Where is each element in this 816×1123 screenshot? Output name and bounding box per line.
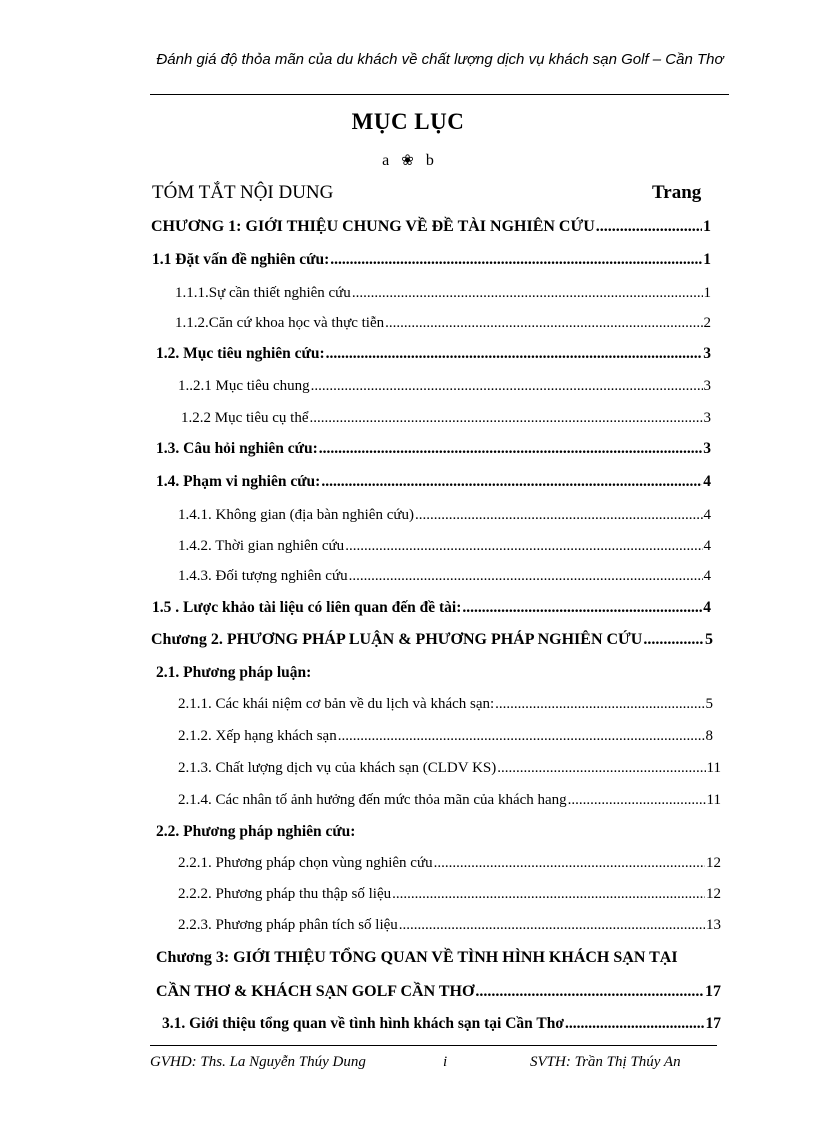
toc-entry-page: 4 [703, 568, 711, 584]
toc-entry-1-1-2[interactable] [175, 311, 711, 335]
toc-entry-page: 3 [703, 410, 711, 426]
toc-entry-label: 1.4.3. Đối tượng nghiên cứu [178, 568, 348, 584]
toc-entry-1-3[interactable] [156, 437, 711, 461]
header-divider [150, 94, 729, 95]
toc-leader [495, 692, 704, 716]
toc-entry-chapter-3[interactable]: Chương 3: GIỚI THIỆU TỔNG QUAN VỀ TÌNH HÌNH KHÁCH SẠN TẠI [156, 949, 678, 966]
toc-entry-2-1[interactable]: 2.1. Phương pháp luận: [156, 664, 312, 681]
toc-entry-1-4[interactable] [156, 470, 711, 494]
toc-entry-3-1[interactable] [162, 1012, 721, 1036]
toc-entry-1-2-1[interactable] [178, 374, 711, 398]
ornament-left-letter: a [382, 152, 390, 169]
toc-leader [319, 437, 702, 461]
toc-leader [338, 724, 705, 748]
toc-entry-label: 1.4.1. Không gian (địa bàn nghiên cứu) [178, 507, 414, 523]
toc-leader [385, 311, 702, 335]
toc-leader [349, 564, 703, 588]
toc-entry-1-1-1[interactable] [175, 281, 711, 305]
ornament-right-letter: b [425, 152, 434, 169]
toc-entry-page: 1 [703, 218, 711, 235]
toc-entry-page: 17 [705, 983, 721, 1000]
toc-entry-1-1[interactable] [152, 248, 711, 272]
toc-entry-2-2-2[interactable] [178, 882, 721, 906]
toc-entry-label: 1.1.1.Sự cần thiết nghiên cứu [175, 285, 351, 301]
toc-entry-page: 3 [703, 345, 711, 362]
toc-entry-page: 3 [703, 378, 711, 394]
toc-entry-label: 1.2. Mục tiêu nghiên cứu: [156, 345, 325, 362]
toc-leader [321, 470, 702, 494]
toc-leader [462, 596, 702, 620]
toc-entry-page: 11 [706, 792, 721, 808]
toc-entry-1-4-3[interactable] [178, 564, 711, 588]
toc-entry-chapter-1[interactable] [151, 215, 711, 239]
toc-entry-1-2[interactable] [156, 342, 711, 366]
toc-entry-page: 12 [706, 855, 721, 871]
toc-entry-label: Chương 2. PHƯƠNG PHÁP LUẬN & PHƯƠNG PHÁP NGHIÊN CỨU [151, 631, 643, 648]
toc-leader [399, 913, 705, 937]
toc-entry-label: 1.1.2.Căn cứ khoa học và thực tiễn [175, 315, 385, 331]
summary-heading: TÓM TẮT NỘI DUNG [152, 182, 334, 203]
toc-entry-label: 2.2.2. Phương pháp thu thập số liệu [178, 886, 392, 902]
toc-entry-label: 1.4.2. Thời gian nghiên cứu [178, 538, 345, 554]
toc-leader [326, 342, 703, 366]
running-header: Đánh giá độ thỏa mãn của du khách về chất lượng dịch vụ khách sạn Golf – Cần Thơ [156, 51, 724, 68]
toc-entry-page: 4 [703, 599, 711, 616]
toc-entry-2-1-3[interactable] [178, 756, 721, 780]
toc-entry-page: 17 [705, 1015, 721, 1032]
toc-leader [345, 534, 702, 558]
toc-leader [415, 503, 703, 527]
toc-entry-label: 1.1 Đặt vấn đề nghiên cứu: [152, 251, 330, 268]
page-column-heading: Trang [652, 182, 702, 203]
toc-entry-page: 4 [703, 538, 711, 554]
toc-entry-page: 2 [703, 315, 711, 331]
toc-entry-page: 1 [703, 285, 711, 301]
toc-entry-2-2-1[interactable] [178, 851, 721, 875]
toc-leader [643, 628, 704, 652]
toc-entry-2-2-3[interactable] [178, 913, 721, 937]
toc-entry-label: CHƯƠNG 1: GIỚI THIỆU CHUNG VỀ ĐỀ TÀI NGHIÊN CỨU [151, 218, 595, 235]
toc-entry-2-1-1[interactable] [178, 692, 713, 716]
ornament [0, 151, 816, 170]
toc-entry-label: 2.1.1. Các khái niệm cơ bản về du lịch và khách sạn: [178, 696, 495, 712]
toc-entry-chapter-3-cont[interactable] [156, 980, 721, 1004]
footer-page-number: i [443, 1054, 448, 1070]
toc-entry-label: 1.4. Phạm vi nghiên cứu: [156, 473, 321, 490]
toc-leader [311, 374, 703, 398]
toc-entry-2-2[interactable]: 2.2. Phương pháp nghiên cứu: [156, 823, 356, 840]
toc-entry-1-4-1[interactable] [178, 503, 711, 527]
toc-entry-page: 5 [705, 696, 713, 712]
toc-entry-label: 2.2.3. Phương pháp phân tích số liệu [178, 917, 398, 933]
toc-entry-label: 3.1. Giới thiệu tổng quan về tình hình khách sạn tại Cần Thơ [162, 1015, 564, 1032]
toc-entry-1-2-2[interactable] [181, 406, 711, 430]
toc-entry-page: 3 [703, 440, 711, 457]
toc-entry-page: 11 [706, 760, 721, 776]
toc-leader [392, 882, 705, 906]
toc-leader [596, 215, 702, 239]
toc-entry-2-1-4[interactable] [178, 788, 721, 812]
toc-entry-label: 2.1.3. Chất lượng dịch vụ của khách sạn (CLDV KS) [178, 760, 497, 776]
page-title: MỤC LỤC [351, 109, 465, 134]
footer-advisor: GVHD: Ths. La Nguyễn Thúy Dung [150, 1054, 366, 1070]
toc-entry-chapter-2[interactable] [151, 628, 713, 652]
flower-icon: ❀ [401, 153, 414, 169]
toc-entry-1-4-2[interactable] [178, 534, 711, 558]
toc-entry-1-5[interactable] [152, 596, 711, 620]
footer-student: SVTH: Trần Thị Thúy An [530, 1054, 681, 1070]
toc-entry-label: 1.3. Câu hỏi nghiên cứu: [156, 440, 318, 457]
toc-entry-label: 2.1.2. Xếp hạng khách sạn [178, 728, 337, 744]
toc-leader [309, 406, 702, 430]
toc-leader [330, 248, 702, 272]
toc-entry-label: CẦN THƠ & KHÁCH SẠN GOLF CẦN THƠ [156, 983, 475, 1000]
toc-entry-page: 8 [705, 728, 713, 744]
toc-leader [565, 1012, 705, 1036]
footer-divider [150, 1045, 717, 1046]
toc-leader [497, 756, 705, 780]
toc-entry-page: 5 [705, 631, 713, 648]
toc-entry-2-1-2[interactable] [178, 724, 713, 748]
toc-leader [568, 788, 706, 812]
toc-entry-label: 2.2.1. Phương pháp chọn vùng nghiên cứu [178, 855, 433, 871]
toc-entry-page: 4 [703, 473, 711, 490]
toc-entry-page: 4 [703, 507, 711, 523]
toc-entry-label: 1.2.2 Mục tiêu cụ thể [181, 410, 309, 426]
toc-entry-page: 12 [706, 886, 721, 902]
toc-leader [475, 980, 704, 1004]
toc-entry-label: 1..2.1 Mục tiêu chung [178, 378, 310, 394]
toc-entry-page: 13 [706, 917, 721, 933]
toc-leader [434, 851, 705, 875]
toc-entry-page: 1 [703, 251, 711, 268]
toc-entry-label: 2.1.4. Các nhân tố ảnh hưởng đến mức thỏa mãn của khách hang [178, 792, 567, 808]
toc-leader [352, 281, 703, 305]
toc-entry-label: 1.5 . Lược khảo tài liệu có liên quan đến đề tài: [152, 599, 462, 616]
